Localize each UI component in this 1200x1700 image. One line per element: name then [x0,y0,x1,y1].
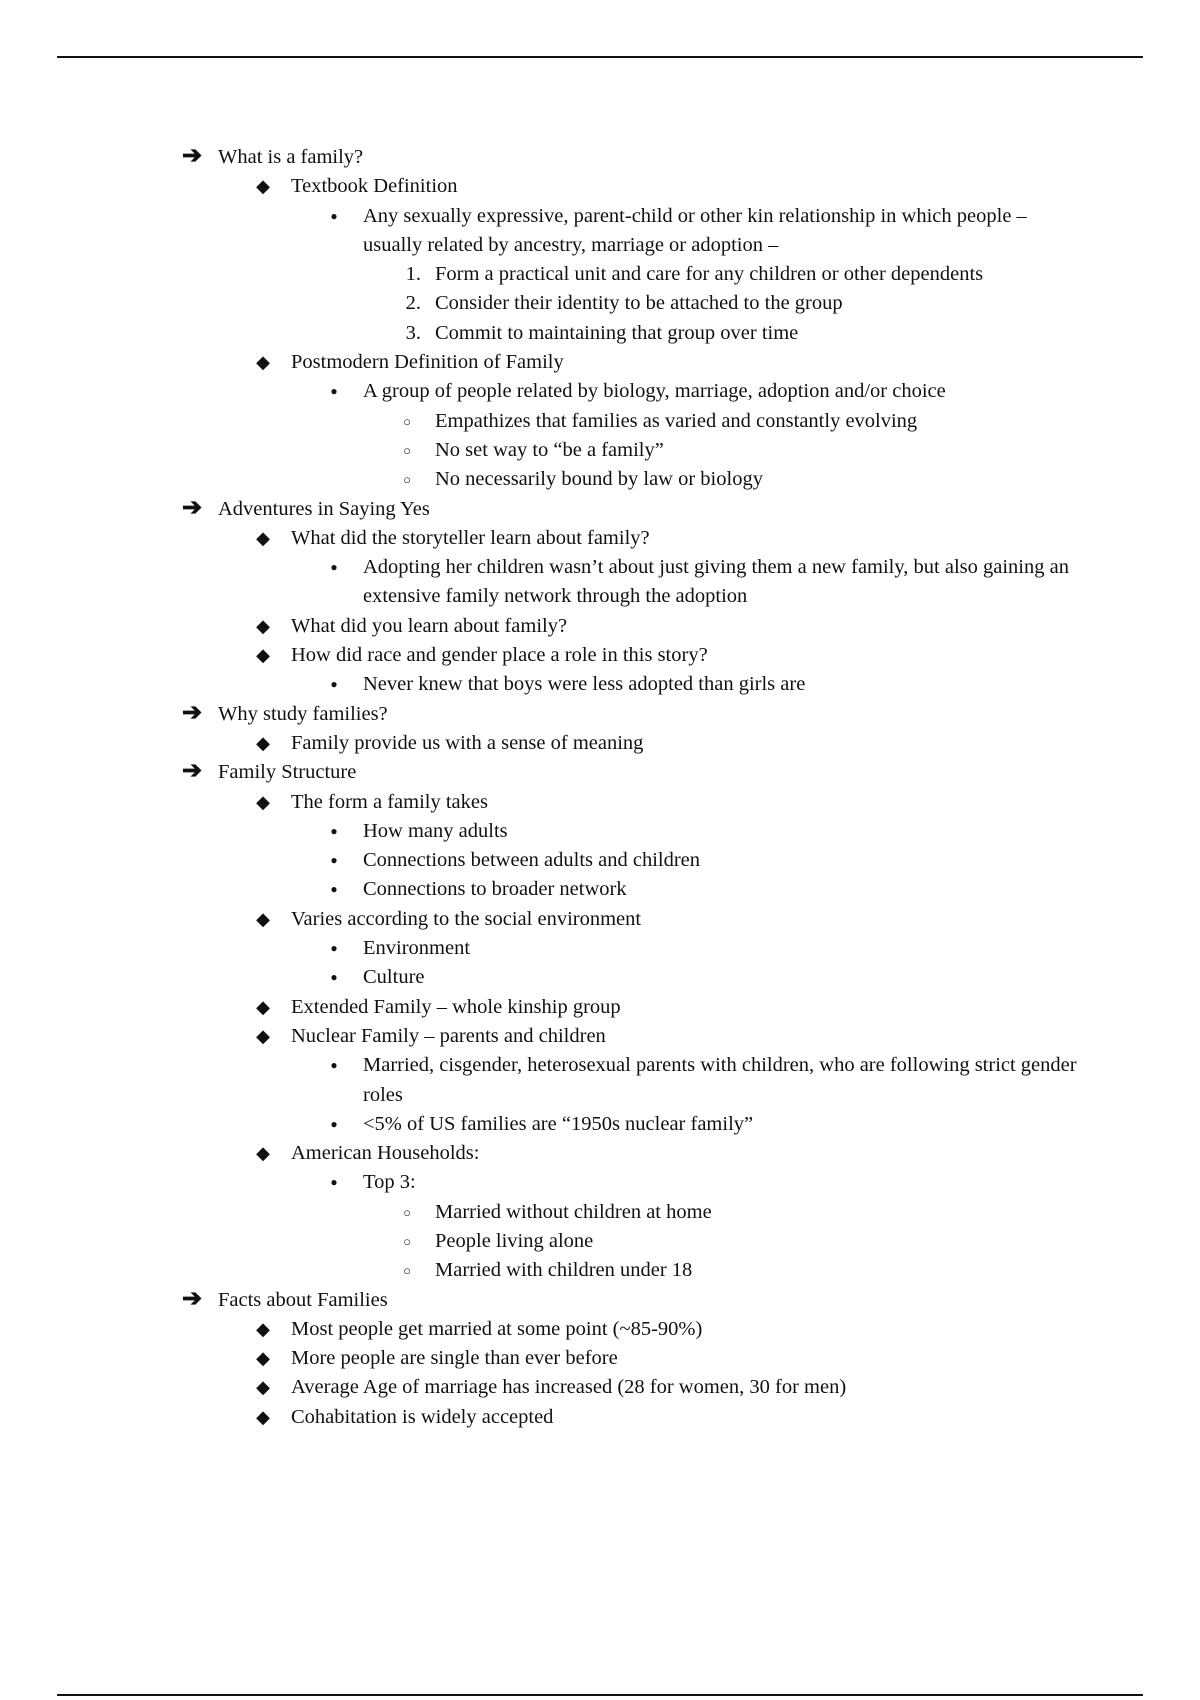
outline-text: Postmodern Definition of Family [291,351,564,374]
arrow-icon: ➔ [181,758,203,785]
diamond-icon: ◆ [256,1318,270,1339]
bullet-icon: ● [330,823,338,838]
diamond-icon: ◆ [256,352,270,373]
arrow-icon: ➔ [181,699,203,726]
circle-icon: ○ [403,413,411,429]
outline-item-level-3 [0,846,1200,875]
outline-item-level-4 [0,319,1200,348]
bullet-icon: ● [330,882,338,897]
outline-item-level-2 [0,788,1200,817]
header-rule [57,56,1143,58]
outline-text: Adopting her children wasn’t about just giving them a new family, but also gaining an extensive family network through the adoption [363,556,1069,608]
outline-item-level-3 [0,377,1200,406]
outline-text: American Households: [291,1142,480,1165]
outline-text: Culture [363,966,425,989]
outline-item-level-2 [0,1022,1200,1051]
outline-item-level-2 [0,612,1200,641]
outline-text: Varies according to the social environment [291,907,642,930]
outline-item-level-2 [0,905,1200,934]
diamond-icon: ◆ [256,176,270,197]
outline-text: Connections to broader network [363,878,627,901]
list-number: 2. [405,292,421,315]
outline-text: Why study families? [218,702,388,725]
outline-text: How did race and gender place a role in this story? [291,644,708,667]
diamond-icon: ◆ [256,645,270,666]
bullet-icon: ● [330,941,338,956]
outline-item-level-1 [0,1286,1200,1315]
outline-item-level-2 [0,993,1200,1022]
bullet-icon: ● [330,970,338,985]
diamond-icon: ◆ [256,791,270,812]
outline-item-level-2 [0,348,1200,377]
arrow-icon: ➔ [181,1285,203,1312]
outline-item-level-1 [0,143,1200,172]
diamond-icon: ◆ [256,1406,270,1427]
outline-item-level-4 [0,1227,1200,1256]
outline-item-level-3 [0,875,1200,904]
outline-item-level-2 [0,1139,1200,1168]
outline-text: The form a family takes [291,790,488,813]
bullet-icon: ● [330,384,338,399]
outline-item-level-3 [0,670,1200,699]
outline-item-level-2 [0,1403,1200,1432]
outline-item-level-2 [0,1344,1200,1373]
outline-text: Environment [363,937,471,960]
outline-text: Form a practical unit and care for any children or other dependents [435,263,984,286]
outline-text: <5% of US families are “1950s nuclear family” [363,1112,754,1135]
outline-item-level-4 [0,289,1200,318]
outline-text: Family provide us with a sense of meaning [291,731,644,754]
circle-icon: ○ [403,472,411,488]
bullet-icon: ● [330,853,338,868]
outline-text: Extended Family – whole kinship group [291,995,621,1018]
diamond-icon: ◆ [256,908,270,929]
diamond-icon: ◆ [256,732,270,753]
outline-text: What is a family? [218,146,364,168]
outline-text: Cohabitation is widely accepted [291,1405,554,1428]
arrow-icon: ➔ [181,143,203,169]
outline-item-level-3 [0,553,1200,612]
list-number: 1. [405,263,421,286]
list-number: 3. [405,321,421,344]
diamond-icon: ◆ [256,1377,270,1398]
arrow-icon: ➔ [181,494,203,521]
outline-item-level-3 [0,817,1200,846]
diamond-icon: ◆ [256,1025,270,1046]
outline-text: People living alone [435,1229,594,1252]
outline-item-level-3 [0,1168,1200,1197]
outline-text: Consider their identity to be attached to the group [435,292,843,315]
outline-text: No necessarily bound by law or biology [435,468,763,491]
outline-text: No set way to “be a family” [435,438,664,461]
outline-item-level-2 [0,641,1200,670]
outline-item-level-2 [0,1315,1200,1344]
outline-text: What did you learn about family? [291,614,568,637]
circle-icon: ○ [403,1204,411,1220]
outline-item-level-3 [0,934,1200,963]
outline-item-level-4 [0,1256,1200,1285]
outline-item-level-2 [0,524,1200,553]
outline-item-level-1 [0,495,1200,524]
outline-text: Never knew that boys were less adopted than girls are [363,673,806,696]
circle-icon: ○ [403,1233,411,1249]
outline-item-level-2 [0,729,1200,758]
diamond-icon: ◆ [256,996,270,1017]
outline-item-level-4 [0,436,1200,465]
bullet-icon: ● [330,560,338,575]
outline-item-level-2 [0,1373,1200,1402]
diamond-icon: ◆ [256,1143,270,1164]
outline-text: Average Age of marriage has increased (28 for women, 30 for men) [291,1376,847,1399]
outline-text: Textbook Definition [291,175,458,198]
diamond-icon: ◆ [256,615,270,636]
outline-text: Married with children under 18 [435,1259,693,1282]
diamond-icon: ◆ [256,1348,270,1369]
outline-text: Married without children at home [435,1200,712,1223]
outline-item-level-1 [0,700,1200,729]
outline-item-level-3 [0,963,1200,992]
outline-item-level-4 [0,260,1200,289]
footer-rule [57,1694,1143,1696]
outline-text: What did the storyteller learn about family? [291,526,650,549]
circle-icon: ○ [403,1263,411,1279]
outline-text: How many adults [363,819,508,842]
bullet-icon: ● [330,1116,338,1131]
outline-item-level-3 [0,1110,1200,1139]
outline-text: Most people get married at some point (~85-90%) [291,1317,703,1340]
diamond-icon: ◆ [256,527,270,548]
outline-item-level-1 [0,758,1200,787]
outline-item-level-3 [0,202,1200,261]
outline-text: Commit to maintaining that group over time [435,321,799,344]
bullet-icon: ● [330,1058,338,1073]
circle-icon: ○ [403,442,411,458]
outline-text: Family Structure [218,761,357,784]
bullet-icon: ● [330,1175,338,1190]
outline-text: A group of people related by biology, marriage, adoption and/or choice [363,380,946,403]
bullet-icon: ● [330,208,338,223]
outline-item-level-3 [0,1051,1200,1110]
outline-text: Connections between adults and children [363,849,701,872]
outline-item-level-4 [0,465,1200,494]
outline-text: Top 3: [363,1171,416,1194]
outline-text: More people are single than ever before [291,1347,618,1370]
outline-text: Any sexually expressive, parent-child or other kin relationship in which people – usually related by ancestry, marriage or adoption – [363,204,1027,256]
bullet-icon: ● [330,677,338,692]
outline-item-level-4 [0,1198,1200,1227]
outline-item-level-4 [0,407,1200,436]
outline-text: Adventures in Saying Yes [218,497,430,520]
notes-outline [0,143,1200,1432]
outline-text: Married, cisgender, heterosexual parents with children, who are following strict gender roles [363,1054,1077,1106]
outline-text: Empathizes that families as varied and constantly evolving [435,409,918,432]
outline-item-level-2 [0,172,1200,201]
outline-text: Facts about Families [218,1288,388,1311]
outline-text: Nuclear Family – parents and children [291,1024,606,1047]
